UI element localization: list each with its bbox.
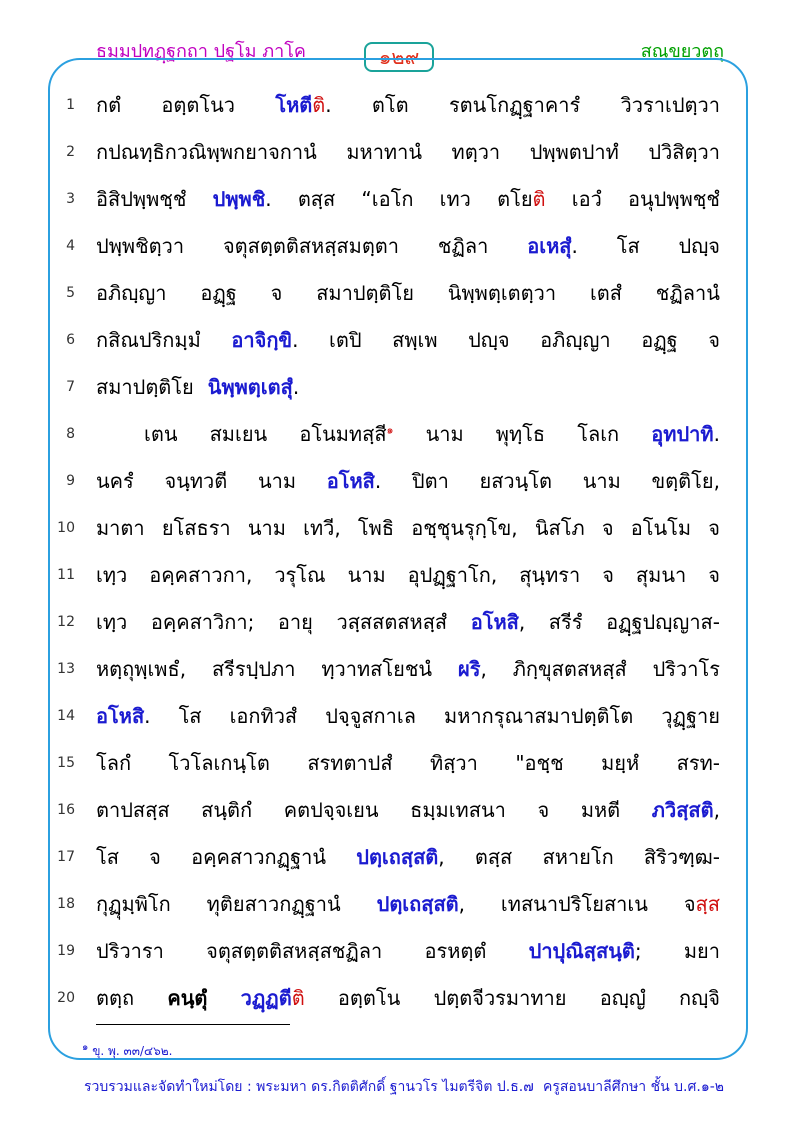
- word: จ: [270, 281, 283, 305]
- word: จ: [602, 563, 614, 587]
- word: จสฺส: [683, 892, 720, 916]
- word: อฏฺฐปญฺญาส-: [606, 610, 720, 634]
- word: โพธิ: [357, 516, 395, 540]
- word: วสฺสสตสหสฺสํ: [336, 610, 448, 634]
- chapter-title: สณฺขยวตฺถุ: [640, 41, 724, 62]
- word: อคฺคสาวิกา;: [150, 610, 255, 634]
- word: ทตฺวา: [451, 140, 501, 164]
- line-number: 16: [57, 802, 75, 818]
- word: สหายโก: [542, 845, 614, 869]
- word: โลกํ: [96, 751, 132, 775]
- page-footer: [84, 1076, 724, 1098]
- word: สมาปตฺติโย: [96, 375, 194, 399]
- word: เทฺว: [96, 563, 128, 587]
- text-line: [66, 270, 720, 317]
- footnote-divider: [96, 1024, 290, 1025]
- book-title: ธมฺมปทฏฺฐกถา ปฐโม ภาโค: [96, 41, 306, 62]
- word: นาม: [257, 469, 297, 493]
- word: จ: [708, 563, 720, 587]
- text-line: [66, 129, 720, 176]
- word: ปพฺพตปาทํ: [529, 140, 619, 164]
- text-line: [57, 599, 720, 646]
- word: อโหสิ.: [96, 704, 151, 728]
- line-number: 7: [66, 379, 75, 395]
- word: ปตฺเถสฺสติ,: [356, 845, 445, 869]
- text-line: [66, 364, 720, 411]
- word: จนฺทวตี: [164, 469, 228, 493]
- word: สรทตาปสํ: [307, 751, 393, 775]
- footer-credit: รวบรวมและจัดทำใหม่โดย : พระมหา ดร.กิตติศักดิ์ ฐานวโร ไมตรีจิต ป.ธ.๗: [84, 1079, 534, 1095]
- word: เตปิ: [329, 328, 362, 352]
- word: กตํ: [96, 93, 122, 117]
- word: ปจฺจูสกาเล: [325, 704, 416, 728]
- word: จ: [149, 845, 161, 869]
- text-line: [66, 176, 720, 223]
- line-number: 20: [57, 990, 75, 1006]
- word: นิพฺพตฺเตสุํ.: [207, 375, 300, 399]
- word: เตน: [144, 422, 178, 446]
- word: ตสฺส: [474, 845, 513, 869]
- word: อโหสิ,: [470, 610, 526, 634]
- footer-course: ครูสอนบาลีศึกษา ชั้น บ.ศ.๑-๒: [542, 1079, 724, 1095]
- word: อโนโม: [630, 516, 692, 540]
- word: เอกทิวสํ: [229, 704, 298, 728]
- word: ปญฺจ: [468, 328, 510, 352]
- word: จตุสตฺตติสหสฺสชฏิลา: [206, 939, 383, 963]
- word: อฏฺฐ: [641, 328, 678, 352]
- word: ภิกฺขุสตสหสฺสํ: [512, 657, 627, 681]
- word: โส: [96, 845, 119, 869]
- line-number: 17: [57, 849, 75, 865]
- line-number: 9: [66, 473, 75, 489]
- word: อาจิกฺขิ.: [231, 328, 299, 352]
- word: เทฺว: [96, 610, 128, 634]
- word: ผริ,: [457, 657, 487, 681]
- word: โส: [616, 234, 640, 258]
- word: เทวี,: [303, 516, 341, 540]
- word: ปพฺพชิ.: [212, 187, 272, 211]
- word: ปวิสิตฺวา: [648, 140, 720, 164]
- line-number: 3: [66, 191, 75, 207]
- line-number: 6: [66, 332, 75, 348]
- line-number: 14: [57, 708, 75, 724]
- word: นาม: [247, 516, 286, 540]
- word: ยสวนฺโต: [479, 469, 553, 493]
- word: วรุโณ: [274, 563, 326, 587]
- word: โลเก: [577, 422, 620, 446]
- word: ธมฺมเทสนา: [410, 798, 506, 822]
- body-text: [57, 82, 720, 1022]
- word: มหตี: [580, 798, 621, 822]
- word: อญฺญํ: [599, 986, 646, 1010]
- word: โหตีติ.: [275, 93, 332, 117]
- word: ทิสฺวา: [430, 751, 478, 775]
- word: กุฏุมฺพิโก: [96, 892, 171, 916]
- word: ปาปุณิสฺสนฺติ;: [528, 939, 642, 963]
- word: อภิญฺญา: [96, 281, 167, 305]
- word: อโหสิ.: [326, 469, 382, 493]
- word: พุทฺโธ: [495, 422, 546, 446]
- text-line: [66, 223, 720, 270]
- word: ยโสธรา: [161, 516, 231, 540]
- word: นิพฺพตฺเตตฺวา: [447, 281, 557, 305]
- text-line: [57, 646, 720, 693]
- word: อคฺคสาวกา,: [149, 563, 253, 587]
- word: ตสฺส: [297, 187, 336, 211]
- word: อิสิปพฺพชฺชํ: [96, 187, 187, 211]
- word: มาตา: [96, 516, 145, 540]
- line-number: 2: [66, 144, 75, 160]
- word: กปณทฺธิกวณิพฺพกยาจกานํ: [96, 140, 317, 164]
- word: ปริวาโร: [652, 657, 720, 681]
- footnote-ref: ๑: [386, 423, 394, 437]
- line-number: 10: [57, 520, 75, 536]
- word: เทว: [439, 187, 471, 211]
- word: นาม: [582, 469, 621, 493]
- word: อุทปาทิ.: [651, 422, 720, 446]
- line-number: 12: [57, 614, 75, 630]
- word: อรหตฺตํ: [424, 939, 487, 963]
- word: เตสํ: [589, 281, 622, 305]
- word: สุมนา: [635, 563, 687, 587]
- word: มหาทานํ: [346, 140, 423, 164]
- word: อชฺชุนรุกฺโข,: [411, 516, 518, 540]
- text-line: [66, 317, 720, 364]
- word: สพฺเพ: [392, 328, 438, 352]
- word: อุปฏฺฐาโก,: [407, 563, 498, 587]
- text-line: [57, 552, 720, 599]
- word: ตาปสสฺส: [96, 798, 170, 822]
- text-line: [57, 928, 720, 975]
- word: ขตฺติโย,: [651, 469, 720, 493]
- word: โวโลเกนฺโต: [168, 751, 270, 775]
- word: นาม: [425, 422, 464, 446]
- word: อนุปพฺพชฺชํ: [628, 187, 720, 211]
- word: ปิตา: [411, 469, 449, 493]
- word: ชฏิลานํ: [655, 281, 720, 305]
- line-number: 18: [57, 896, 75, 912]
- text-line: [57, 975, 720, 1022]
- word: ปตฺตจีวรมาทาย: [433, 986, 567, 1010]
- word: มยฺหํ: [601, 751, 640, 775]
- word: สุนฺทรา: [519, 563, 581, 587]
- word: ชฏิลา: [437, 234, 489, 258]
- word: ตตฺถ: [96, 986, 135, 1010]
- word: นิสโภ: [534, 516, 585, 540]
- word: ภวิสฺสติ,: [651, 798, 720, 822]
- word: สรท-: [676, 751, 720, 775]
- word: อายุ: [277, 610, 313, 634]
- word: อเหสุํ.: [527, 234, 578, 258]
- word: มยา: [683, 939, 720, 963]
- footnote: [82, 1040, 172, 1061]
- word: รตนโกฏฺฐาคารํ: [448, 93, 581, 117]
- word: ตโยติ: [497, 187, 546, 211]
- word: ทุติยสาวกฏฺฐานํ: [206, 892, 341, 916]
- word: วุฏฺฐาย: [661, 704, 720, 728]
- word: จ: [537, 798, 550, 822]
- text-line: [66, 82, 720, 129]
- word: อภิญฺญา: [540, 328, 611, 352]
- word: ทฺวาทสโยชนํ: [321, 657, 433, 681]
- word: สรีรํ: [548, 610, 583, 634]
- text-line: [66, 458, 720, 505]
- word: สิริวฑฺฒ-: [643, 845, 720, 869]
- word: คนฺตุํ: [167, 986, 208, 1010]
- word: มหากรุณาสมาปตฺติโต: [444, 704, 634, 728]
- word: กญฺจิ: [679, 986, 720, 1010]
- word: นาม: [347, 563, 386, 587]
- word: อตฺตโน: [337, 986, 401, 1010]
- word: อคฺคสาวกฏฺฐานํ: [191, 845, 327, 869]
- line-number: 19: [57, 943, 75, 959]
- word: สมาปตฺติโย: [316, 281, 414, 305]
- line-number: 11: [57, 567, 75, 583]
- word: "อชฺช: [515, 751, 564, 775]
- word: กสิณปริกมฺมํ: [96, 328, 201, 352]
- line-number: 8: [66, 426, 75, 442]
- page-number-badge: ๑๒๙: [364, 42, 434, 72]
- word: จตุสตฺตติสหสฺสมตฺตา: [222, 234, 400, 258]
- word: อตฺตโนว: [161, 93, 236, 117]
- word: สรีรปฺปภา: [211, 657, 296, 681]
- word: โส: [178, 704, 202, 728]
- text-line: [57, 693, 720, 740]
- word: จ: [708, 516, 720, 540]
- word: “เอโก: [361, 187, 414, 211]
- word: อฏฺฐ: [200, 281, 237, 305]
- word: หตฺถุพฺเพธํ,: [96, 657, 187, 681]
- word: วฏฺฏตีติ: [240, 986, 305, 1010]
- word: อโนมทสฺสี$^๑$: [299, 422, 394, 446]
- text-line: [57, 505, 720, 552]
- footnote-marker: ๑: [82, 1042, 89, 1053]
- word: นครํ: [96, 469, 134, 493]
- word: เอวํ: [571, 187, 602, 211]
- text-line: [66, 411, 720, 458]
- word: วิวราเปตฺวา: [620, 93, 720, 117]
- word: จ: [601, 516, 614, 540]
- word: สมเยน: [209, 422, 268, 446]
- footnote-text: ขุ. พุ. ๓๓/๔๖๒.: [92, 1044, 173, 1058]
- word: คตปจฺจเยน: [283, 798, 379, 822]
- text-line: [57, 740, 720, 787]
- line-number: 5: [66, 285, 75, 301]
- text-line: [57, 834, 720, 881]
- line-number: 1: [66, 97, 75, 113]
- word: ปริวารา: [96, 939, 164, 963]
- line-number: 13: [57, 661, 75, 677]
- word: ปญฺจ: [678, 234, 720, 258]
- text-line: [57, 787, 720, 834]
- line-number: 15: [57, 755, 75, 771]
- text-line: [57, 881, 720, 928]
- word: ปพฺพชิตฺวา: [96, 234, 185, 258]
- word: ปตฺเถสฺสติ,: [376, 892, 466, 916]
- line-number: 4: [66, 238, 75, 254]
- word: สนฺติกํ: [201, 798, 253, 822]
- word: ตโต: [371, 93, 409, 117]
- word: เทสนาปริโยสาเน: [500, 892, 648, 916]
- word: จ: [708, 328, 720, 352]
